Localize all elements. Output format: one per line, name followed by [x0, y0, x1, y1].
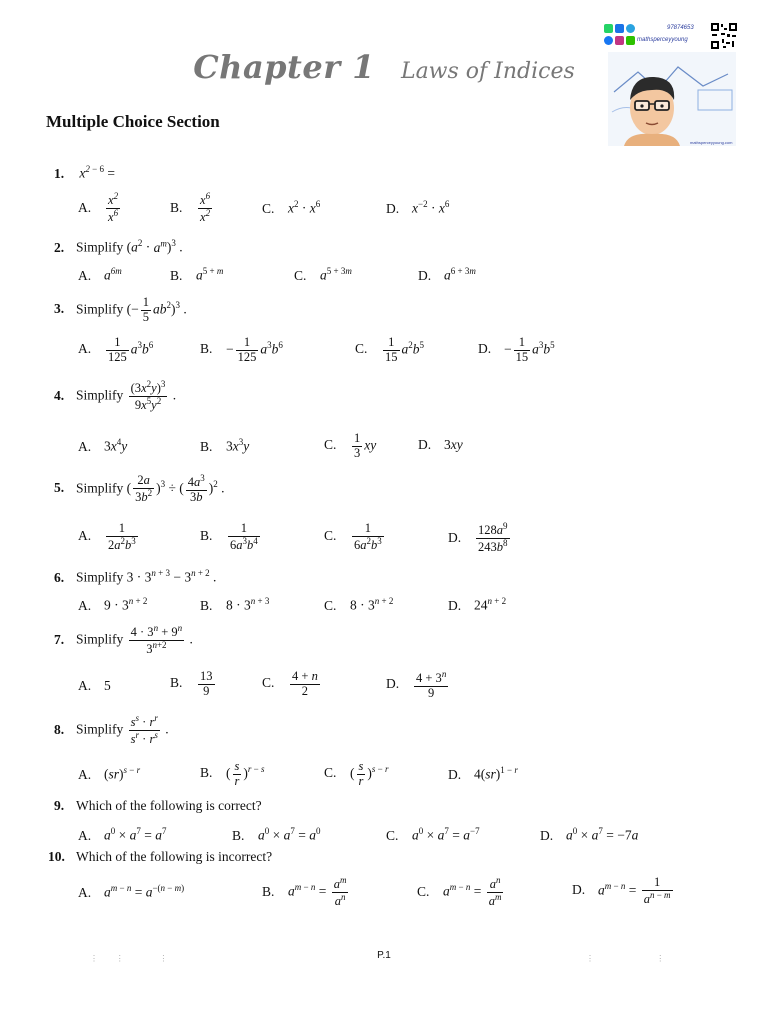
option-a[interactable]: A. (sr)$^{s - r}$ [78, 765, 141, 782]
question-1: 1. $x^{2 - 6}$ = [54, 164, 115, 181]
option-b[interactable]: B. $8 \cdot 3^{n + 3}$ [200, 596, 270, 613]
option-b[interactable]: B. $\frac{13}{9}$ [170, 669, 213, 698]
option-c[interactable]: C. $\frac{1}{15}$ $a^2b^5$ [355, 335, 424, 364]
phone-number: 97874653 [667, 25, 694, 31]
option-c[interactable]: C. $\frac{1}{3}$ xy [324, 431, 377, 460]
option-a[interactable]: A. $\frac{x^2}{x^6}$ [78, 191, 119, 225]
question-6: 6. Simplify $3 \cdot 3^{n + 3} - 3^{n + 2}$ . [54, 568, 217, 585]
option-c[interactable]: C. $x^2 \cdot x^6$ [262, 199, 321, 216]
question-3: 3. Simplify (− $\frac{1}{5}$ $ab^2)^3$ . [54, 295, 187, 324]
option-c[interactable]: C. $\frac{1}{6a^2b^3}$ [324, 521, 382, 552]
option-c[interactable]: C. $a^{5 + 3m}$ [294, 266, 352, 283]
question-4: 4. Simplify $\frac{(3x^2y)^3}{9x^5y^2}$ . [54, 379, 177, 413]
chapter-topic: Laws of Indices [400, 59, 575, 84]
option-b[interactable]: B. $3x^3y$ [200, 437, 250, 454]
option-d[interactable]: D. $\frac{128a^9}{243b^8}$ [448, 521, 508, 555]
section-title: Multiple Choice Section [46, 112, 220, 131]
option-d[interactable]: D. $a^{m - n}$ = $\frac{1}{a^{n - m}}$ [572, 875, 671, 906]
option-c[interactable]: C. $\frac{4 + n}{2}$ [262, 669, 318, 698]
footer-marks: ⋮ ⋮ ⋮ [90, 954, 168, 963]
option-d[interactable]: D. $\frac{4 + 3^n}{9}$ [386, 669, 447, 700]
footer-marks-right: ⋮ ⋮ [586, 954, 665, 963]
option-b[interactable]: B. $a^{m - n}$ = $\frac{a^m}{a^n}$ [262, 875, 347, 909]
page-number: P.1 [377, 950, 391, 961]
social-links [604, 22, 694, 46]
option-d[interactable]: D. $a^{6 + 3m}$ [418, 266, 476, 283]
telegram-icon [626, 24, 635, 33]
question-5: 5. Simplify ( $\frac{2a}{3b^2}$ )$^3$ ÷ ( $\frac{4a^3}{3b}$ )$^2$ . [54, 473, 225, 504]
option-a[interactable]: A. $9 \cdot 3^{n + 2}$ [78, 596, 148, 613]
option-c[interactable]: C. $a^{m - n}$ = $\frac{a^n}{a^m}$ [417, 875, 502, 909]
option-d[interactable]: D. 4(sr)$^{1 - r}$ [448, 765, 518, 782]
option-a[interactable]: A. $3x^4y$ [78, 437, 128, 454]
option-d[interactable]: D. 3xy [418, 437, 463, 452]
qr-code-icon [710, 22, 738, 50]
question-10: 10. Which of the following is incorrect? [48, 849, 273, 864]
option-b[interactable]: B. ( $\frac{s}{r}$ )$^{r - s}$ [200, 759, 265, 788]
question-number: 1. [54, 165, 65, 181]
page-title [0, 48, 768, 86]
option-a[interactable]: A. $a^{6m}$ [78, 266, 122, 283]
option-b[interactable]: B. − $\frac{1}{125}$ $a^3b^6$ [200, 335, 283, 364]
wechat-icon [626, 36, 635, 45]
option-a[interactable]: A. $a^{m - n} = a^{-(n - m)}$ [78, 883, 185, 900]
question-7: 7. Simplify $\frac{4 \cdot 3^n + 9^n}{3^{n+2}}$ . [54, 623, 193, 657]
option-b[interactable]: B. $\frac{x^6}{x^2}$ [170, 191, 211, 225]
instagram-icon [615, 36, 624, 45]
option-d[interactable]: D. − $\frac{1}{15}$ $a^3b^5$ [478, 335, 555, 364]
option-d[interactable]: D. $x^{-2} \cdot x^6$ [386, 199, 450, 216]
signal-icon [615, 24, 624, 33]
option-b[interactable]: B. $a^{5 + m}$ [170, 266, 224, 283]
chapter-number: Chapter 1 [193, 48, 375, 86]
option-a[interactable]: A. $\frac{1}{125}$ $a^3b^6$ [78, 335, 154, 364]
option-c[interactable]: C. ( $\frac{s}{r}$ )$^{s - r}$ [324, 759, 389, 788]
website-url: mathsperceyyoung.com [690, 140, 733, 145]
option-b[interactable]: B. $a^0 \times a^7 = a^0$ [232, 826, 321, 843]
option-b[interactable]: B. $\frac{1}{6a^3b^4}$ [200, 521, 258, 552]
question-8: 8. Simplify $\frac{s^s \cdot r^r}{s^r \cdot r^s}$ . [54, 713, 169, 747]
question-2: 2. Simplify $(a^2 \cdot a^m)^3$ . [54, 238, 183, 255]
option-a[interactable]: A. 5 [78, 678, 111, 693]
option-c[interactable]: C. $a^0 \times a^7 = a^{-7}$ [386, 826, 480, 843]
option-a[interactable]: A. $a^0 \times a^7 = a^7$ [78, 826, 167, 843]
social-handle: mathsperceyyoung [637, 37, 688, 43]
option-a[interactable]: A. $\frac{1}{2a^2b^3}$ [78, 521, 136, 552]
option-d[interactable]: D. $a^0 \times a^7 = -7a$ [540, 826, 639, 843]
option-d[interactable]: D. $24^{n + 2}$ [448, 596, 507, 613]
whatsapp-icon [604, 24, 613, 33]
facebook-icon [604, 36, 613, 45]
question-9: 9. Which of the following is correct? [54, 798, 262, 813]
option-c[interactable]: C. $8 \cdot 3^{n + 2}$ [324, 596, 394, 613]
